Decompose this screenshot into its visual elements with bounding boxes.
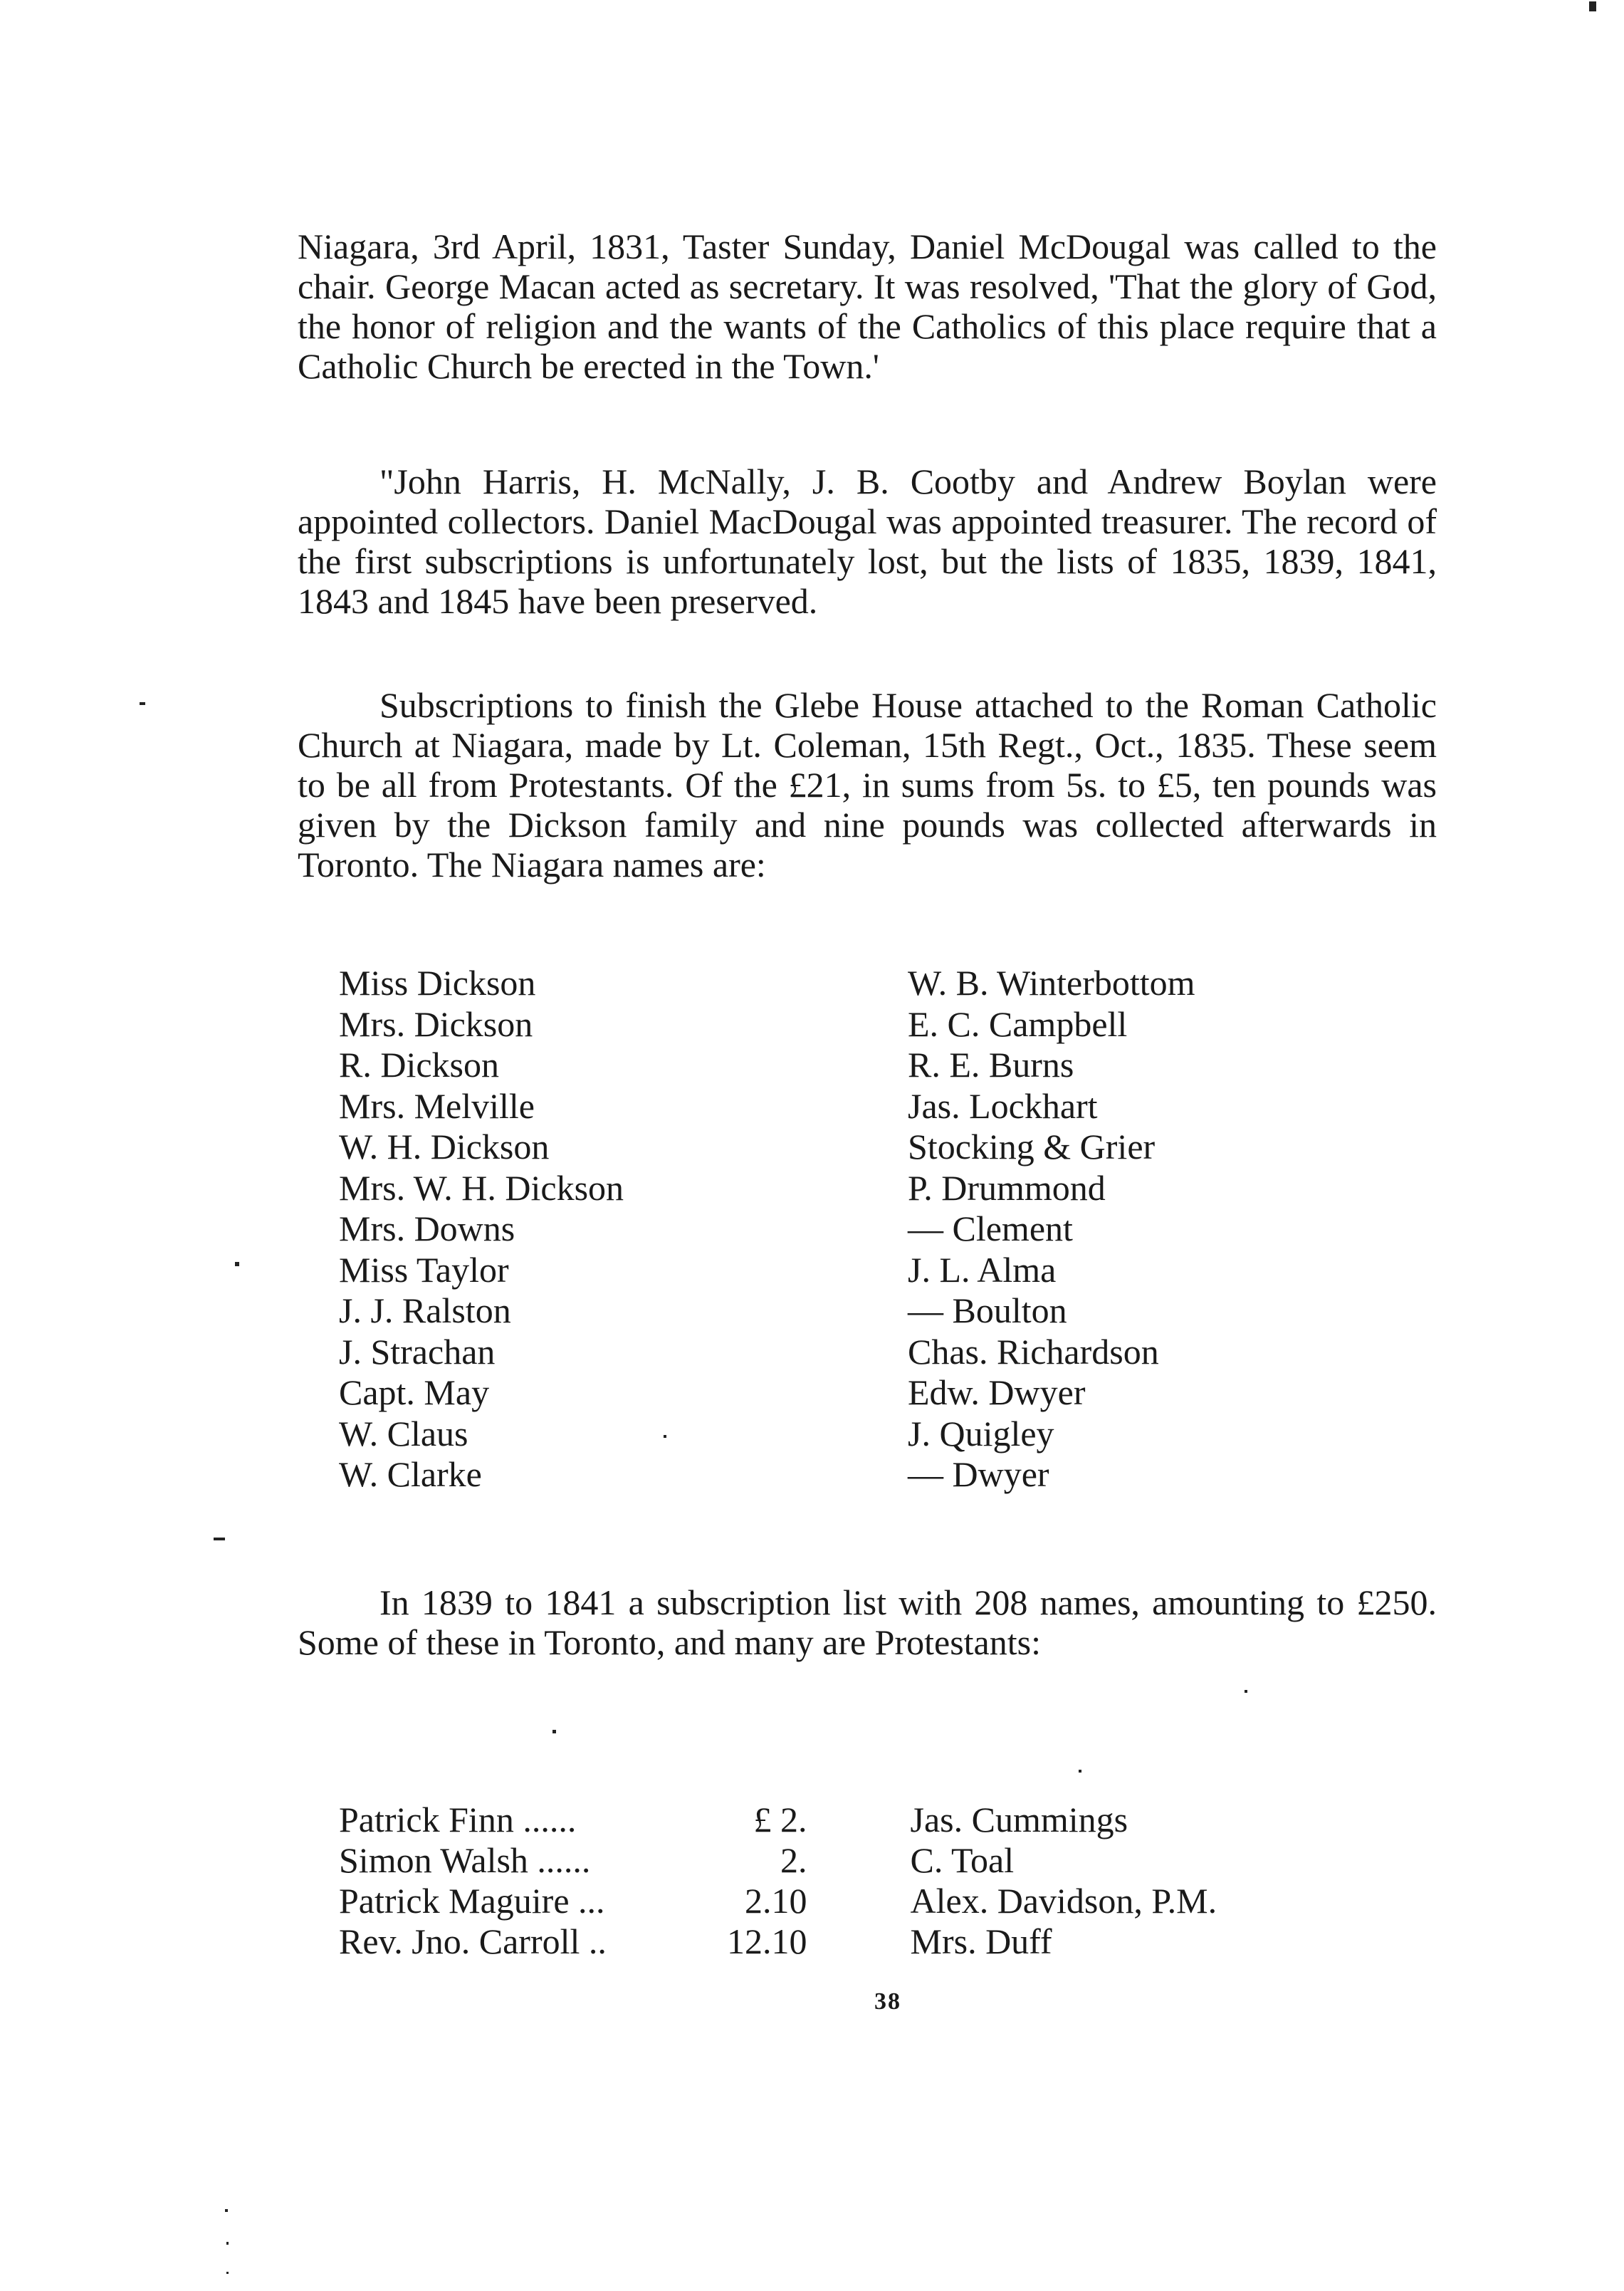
list-item: Jas. Lockhart [908, 1085, 1098, 1126]
scan-speck [664, 1435, 666, 1438]
subscription-table [339, 1800, 1217, 1962]
column-gap [807, 1921, 911, 1962]
list-item: Mrs. Downs [339, 1209, 515, 1248]
column-gap [807, 1881, 911, 1921]
scan-speck [226, 2272, 229, 2274]
list-item: W. Clarke [339, 1454, 482, 1494]
scan-speck [1245, 1690, 1247, 1693]
list-item: Mrs. W. H. Dickson [339, 1167, 624, 1208]
subscriber-name: Rev. Jno. Carroll .. [339, 1921, 607, 1961]
scan-speck [552, 1730, 556, 1733]
scan-speck [235, 1262, 239, 1266]
scan-speck [1589, 1, 1596, 11]
subscription-amount: 2. [780, 1840, 807, 1880]
subscription-amount: £ 2. [753, 1800, 807, 1839]
list-item: Capt. May [339, 1372, 490, 1412]
table-row [339, 1921, 1217, 1962]
list-item: Stocking & Grier [908, 1127, 1156, 1167]
table-row [339, 1881, 1217, 1921]
list-item: R. E. Burns [908, 1045, 1074, 1085]
subscriber-name: C. Toal [910, 1840, 1015, 1880]
scan-speck [140, 702, 145, 705]
subscription-amount: 12.10 [727, 1921, 807, 1961]
paragraph-meeting: Niagara, 3rd April, 1831, Taster Sunday, Daniel McDougal was called to the chair. George Macan acted as secretary. It was resolved, 'That the glory of God, the honor of religion and the wants of the Catholics of this place require that a Catholic Church be erected in the Town.' [298, 226, 1437, 386]
column-gap [807, 1800, 911, 1840]
list-item: — Boulton [908, 1290, 1067, 1330]
list-item: P. Drummond [908, 1167, 1106, 1208]
list-item: R. Dickson [339, 1045, 499, 1085]
niagara-names-left-column [339, 963, 624, 1496]
list-item: Mrs. Melville [339, 1085, 535, 1126]
list-item: W. Claus [339, 1413, 468, 1454]
list-item: Miss Taylor [339, 1249, 509, 1290]
scan-speck [1079, 1770, 1081, 1773]
list-item: E. C. Campbell [908, 1003, 1128, 1044]
list-item: J. L. Alma [908, 1249, 1057, 1290]
list-item: — Clement [908, 1209, 1073, 1248]
scan-speck [214, 1538, 225, 1540]
subscriber-name: Simon Walsh ...... [339, 1840, 591, 1880]
table-row [339, 1800, 1217, 1840]
scan-speck [225, 2209, 228, 2212]
subscription-amount: 2.10 [745, 1881, 807, 1921]
list-item: W. B. Winterbottom [908, 963, 1195, 1003]
niagara-names-right-column [908, 963, 1195, 1496]
subscriber-name: Alex. Davidson, P.M. [910, 1881, 1217, 1921]
paragraph-collectors: "John Harris, H. McNally, J. B. Cootby and Andrew Boylan were appointed collectors. Daniel MacDougal was appointed treasurer. The record of the first subscriptions is unfortunately lost, but the lists of 1835, 1839, 1841, 1843 and 1845 have been preserved. [298, 461, 1437, 621]
list-item: Mrs. Dickson [339, 1003, 533, 1044]
list-item: J. Quigley [908, 1413, 1054, 1454]
subscriber-name: Patrick Finn ...... [339, 1800, 577, 1839]
column-gap [807, 1840, 911, 1881]
list-item: Chas. Richardson [908, 1331, 1159, 1372]
subscriber-name: Patrick Maguire ... [339, 1881, 605, 1921]
list-item: W. H. Dickson [339, 1127, 550, 1167]
subscriber-name: Mrs. Duff [910, 1921, 1052, 1961]
list-item: Edw. Dwyer [908, 1372, 1086, 1412]
list-item: J. J. Ralston [339, 1290, 511, 1330]
table-row [339, 1840, 1217, 1881]
paragraph-1839-subscription-list: In 1839 to 1841 a subscription list with 208 names, amounting to £250. Some of these in Toronto, and many are Protestants: [298, 1582, 1437, 1662]
subscriber-name: Jas. Cummings [910, 1800, 1128, 1839]
list-item: Miss Dickson [339, 963, 536, 1003]
paragraph-glebe-house-subscriptions: Subscriptions to finish the Glebe House attached to the Roman Catholic Church at Niagara, made by Lt. Coleman, 15th Regt., Oct., 1835. These seem to be all from Protestants. Of the £21, in sums from 5s. to £5, ten pounds was given by the Dickson family and nine pounds was collected afterwards in Toronto. The Niagara names are: [298, 685, 1437, 884]
list-item: — Dwyer [908, 1454, 1049, 1494]
page-number: 38 [874, 1988, 901, 2015]
scan-speck [226, 2242, 229, 2245]
list-item: J. Strachan [339, 1331, 496, 1372]
